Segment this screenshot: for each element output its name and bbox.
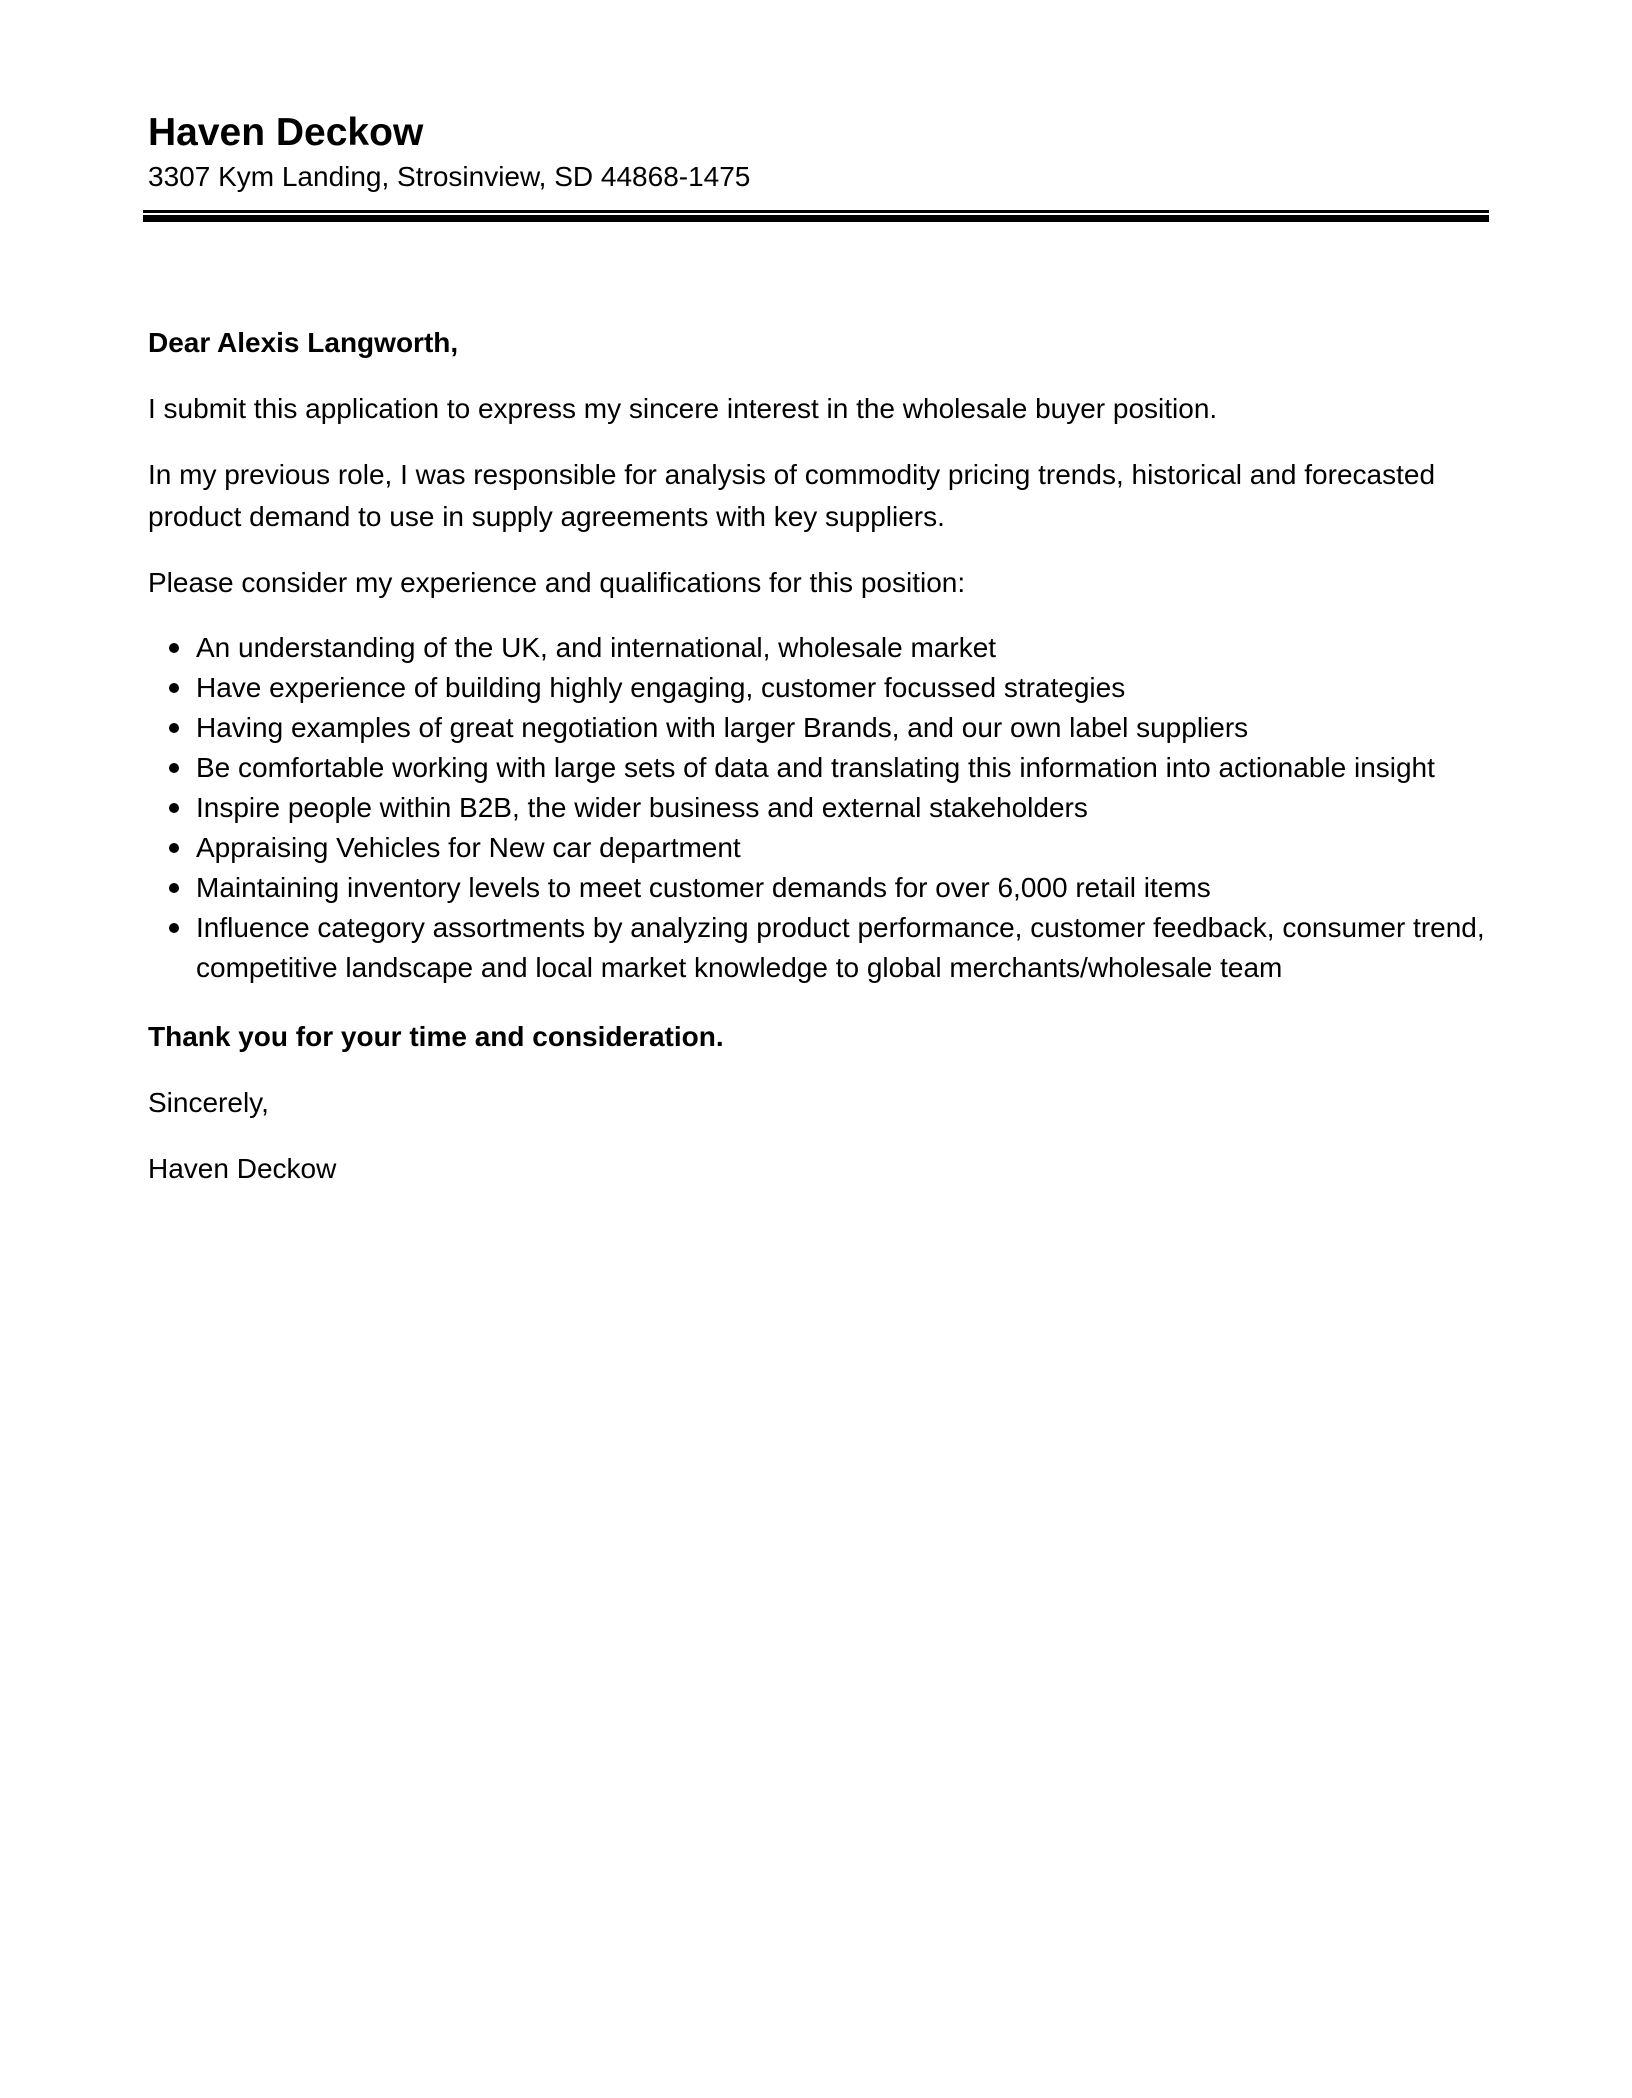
bullet-icon xyxy=(169,763,179,773)
bullet-icon xyxy=(169,723,179,733)
bullet-icon xyxy=(169,643,179,653)
list-item-text: Have experience of building highly engaging, customer focussed strategies xyxy=(196,672,1126,703)
closing: Sincerely, xyxy=(148,1087,269,1118)
salutation: Dear Alexis Langworth, xyxy=(148,327,459,358)
header-divider-thick xyxy=(143,215,1489,222)
list-item xyxy=(148,868,1493,908)
bullet-icon xyxy=(169,883,179,893)
list-item xyxy=(148,748,1493,788)
list-item xyxy=(148,708,1493,748)
letter-body xyxy=(148,322,1493,1214)
letter-header xyxy=(148,108,1488,196)
list-item-text: Be comfortable working with large sets of data and translating this information into actionable insight xyxy=(196,752,1435,783)
qualifications-lead: Please consider my experience and qualifications for this position: xyxy=(148,567,966,598)
list-item xyxy=(148,828,1493,868)
experience-paragraph: In my previous role, I was responsible for analysis of commodity pricing trends, historical and forecasted product demand to use in supply agreements with key suppliers. xyxy=(148,459,1436,532)
list-item-text: An understanding of the UK, and international, wholesale market xyxy=(196,632,997,663)
qualifications-list xyxy=(148,628,1493,988)
bullet-icon xyxy=(169,803,179,813)
list-item xyxy=(148,788,1493,828)
header-divider-thin xyxy=(143,210,1489,213)
bullet-icon xyxy=(169,843,179,853)
list-item-text: Having examples of great negotiation with larger Brands, and our own label suppliers xyxy=(196,712,1249,743)
list-item-text: Appraising Vehicles for New car department xyxy=(196,832,741,863)
signature-name: Haven Deckow xyxy=(148,1153,337,1184)
sender-address: 3307 Kym Landing, Strosinview, SD 44868-1475 xyxy=(148,161,751,192)
list-item-text: Inspire people within B2B, the wider business and external stakeholders xyxy=(196,792,1088,823)
bullet-icon xyxy=(169,683,179,693)
intro-paragraph: I submit this application to express my sincere interest in the wholesale buyer position. xyxy=(148,393,1218,424)
thanks-line: Thank you for your time and consideration. xyxy=(148,1021,724,1052)
list-item-text: Maintaining inventory levels to meet customer demands for over 6,000 retail items xyxy=(196,872,1211,903)
sender-name: Haven Deckow xyxy=(148,111,424,154)
list-item xyxy=(148,628,1493,668)
list-item xyxy=(148,668,1493,708)
list-item xyxy=(148,908,1493,988)
bullet-icon xyxy=(169,923,179,933)
list-item-text: Influence category assortments by analyzing product performance, customer feedback, consumer trend, competitive landscape and local market knowledge to global merchants/wholesale team xyxy=(196,912,1485,983)
